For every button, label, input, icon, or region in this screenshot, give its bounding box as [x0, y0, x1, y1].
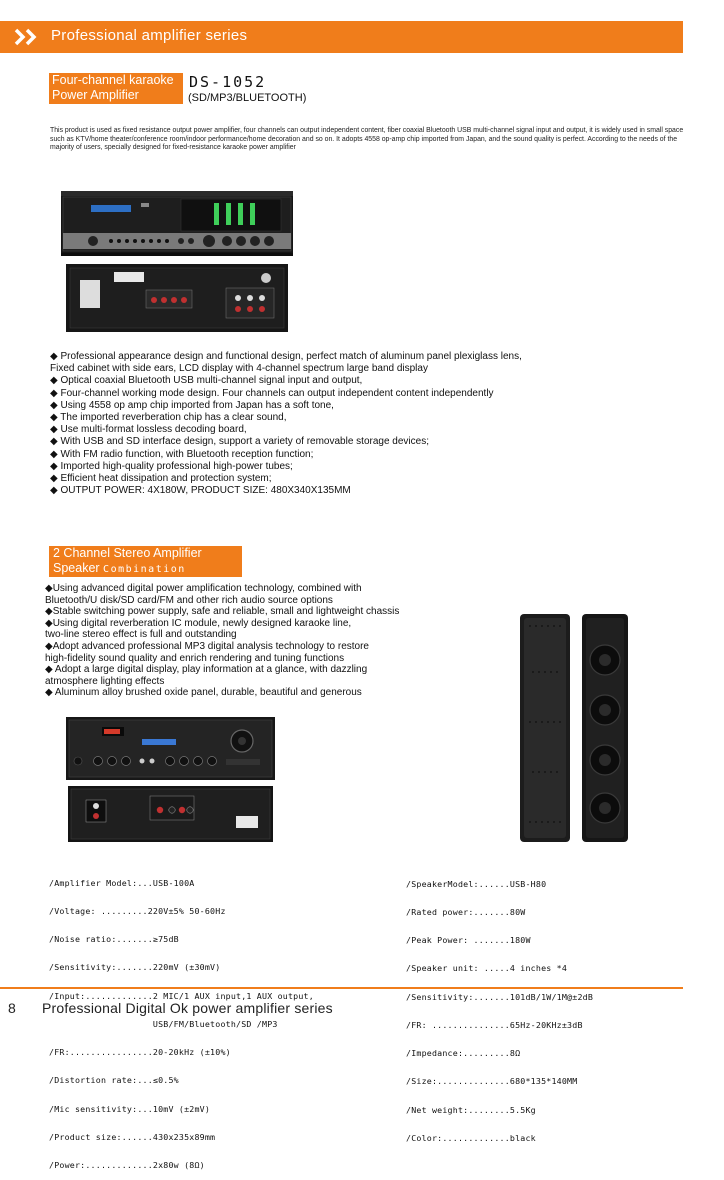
- feature-line: Bluetooth/U disk/SD card/FM and other rich audio source options: [45, 594, 333, 606]
- feature-line: atmosphere lighting effects: [45, 675, 165, 687]
- feature-line: ◆ With FM radio function, with Bluetooth reception function;: [50, 448, 314, 460]
- feature-line: ◆ With USB and SD interface design, support a variety of removable storage devices;: [50, 436, 429, 448]
- spec-line: /Size:..............680*135*140MM: [406, 1076, 578, 1087]
- feature-line: ◆Adopt advanced professional MP3 digital analysis technology to restore: [45, 640, 369, 652]
- feature-line: two-line stereo effect is full and outstanding: [45, 629, 237, 641]
- feature-line: ◆ The imported reverberation chip has a clear sound,: [50, 412, 287, 424]
- spec-line: /Color:.............black: [406, 1132, 536, 1143]
- spec-line: /Noise ratio:.......≥75dB: [49, 934, 179, 945]
- spec-line: /Power:.............2x80w (8Ω): [49, 1160, 205, 1170]
- product2-badge: [49, 546, 242, 577]
- product2-features: [45, 583, 485, 699]
- footer-divider: [0, 987, 683, 989]
- feature-line: ◆Using digital reverberation IC module, newly designed karaoke line,: [45, 617, 352, 629]
- amplifier-front-image: [61, 183, 293, 260]
- spec-line: /Rated power:.......80W: [406, 907, 526, 918]
- spec-line: /Sensitivity:.......101dB/1W/1M@±2dB: [406, 991, 594, 1002]
- spec-line: /Speaker unit: .....4 inches *4: [406, 963, 568, 974]
- spec-line: /FR: ...............65Hz-20KHz±3dB: [406, 1019, 583, 1030]
- spec-line: /Amplifier Model:...USB-100A: [49, 877, 195, 888]
- feature-line: ◆ Using 4558 op amp chip imported from Japan has a soft tone,: [50, 399, 334, 411]
- feature-line: ◆ Imported high-quality professional high-power tubes;: [50, 460, 293, 472]
- product2-badge-line1: 2 Channel Stereo Amplifier: [53, 546, 202, 560]
- feature-line: Fixed cabinet with side ears, LCD display with 4-channel spectrum large band display: [50, 363, 428, 375]
- product1-badge-line1: Four-channel karaoke: [52, 73, 174, 87]
- feature-line: ◆ Efficient heat dissipation and protection system;: [50, 473, 272, 485]
- double-chevron-right-icon: [13, 26, 41, 48]
- spec-line: /Distortion rate:...≤0.5%: [49, 1075, 179, 1086]
- feature-line: ◆ Optical coaxial Bluetooth USB multi-channel signal input and output,: [50, 375, 363, 387]
- stereo-amplifier-rear-image: [68, 786, 273, 842]
- product2-badge-line2: [53, 561, 242, 577]
- product1-model-sub: (SD/MP3/BLUETOOTH): [188, 92, 307, 104]
- footer-title: Professional Digital Ok power amplifier series: [42, 1000, 333, 1016]
- spec-line: /FR:................20-20kHz (±10%): [49, 1047, 231, 1058]
- feature-line: high-fidelity sound quality and enrich rendering and tuning functions: [45, 652, 345, 664]
- amplifier-specs: [49, 860, 314, 1180]
- feature-line: ◆ Use multi-format lossless decoding board,: [50, 424, 247, 436]
- spec-line: /Sensitivity:.......220mV (±30mV): [49, 962, 221, 973]
- header-bar: [0, 21, 683, 53]
- page-number: 8: [8, 1000, 16, 1016]
- speaker-specs: [406, 861, 593, 1153]
- product1-model: DS-1052: [189, 73, 267, 91]
- spec-line: /Voltage: .........220V±5% 50-60Hz: [49, 906, 226, 917]
- spec-line: /Input:.............2 MIC/1 AUX input,1 AUX output,: [49, 990, 314, 1001]
- spec-line: /Mic sensitivity:...10mV (±2mV): [49, 1103, 211, 1114]
- column-speakers-image: [516, 612, 632, 844]
- spec-line: /SpeakerModel:......USB-H80: [406, 878, 547, 889]
- spec-line: /Peak Power: .......180W: [406, 935, 531, 946]
- spec-line: USB/FM/Bluetooth/SD /MP3: [49, 1018, 278, 1029]
- feature-line: ◆ Aluminum alloy brushed oxide panel, durable, beautiful and generous: [45, 687, 362, 699]
- product2-badge-line2-a: Speaker: [53, 561, 100, 575]
- product1-badge-line2: Power Amplifier: [52, 88, 139, 102]
- product1-features: [50, 351, 690, 497]
- header-title: Professional amplifier series: [51, 27, 248, 44]
- spec-line: /Product size:......430x235x89mm: [49, 1131, 216, 1142]
- spec-line: /Impedance:.........8Ω: [406, 1048, 521, 1059]
- product1-intro: This product is used as fixed resistance output power amplifier, four channels can output independent content, fiber coaxial Bluetooth USB multi-channel signal input and output, it is widely used in small space such as KTV/home theater/conference room/indoor performance/home decoration and so on. It adopts 4558 op-amp chip imported from Japan, and the sound quality is perfect. According to the needs of the majority of users, specially designed for fixed-resistance karaoke power amplifier: [50, 127, 684, 152]
- stereo-amplifier-front-image: [66, 717, 275, 780]
- feature-line: ◆Using advanced digital power amplification technology, combined with: [45, 583, 362, 594]
- amplifier-rear-image: [66, 264, 288, 332]
- product1-badge: [49, 73, 183, 104]
- feature-line: ◆ Adopt a large digital display, play information at a glance, with dazzling: [45, 664, 368, 676]
- feature-line: ◆ Four-channel working mode design. Four channels can output independent content independently: [50, 387, 494, 399]
- feature-line: ◆ OUTPUT POWER: 4X180W, PRODUCT SIZE: 480X340X135MM: [50, 485, 351, 497]
- feature-line: ◆Stable switching power supply, safe and reliable, small and lightweight chassis: [45, 606, 400, 618]
- product2-badge-line2-b: Combination: [103, 564, 186, 575]
- feature-line: ◆ Professional appearance design and functional design, perfect match of aluminum panel plexiglass lens,: [50, 351, 522, 362]
- spec-line: /Net weight:........5.5Kg: [406, 1104, 536, 1115]
